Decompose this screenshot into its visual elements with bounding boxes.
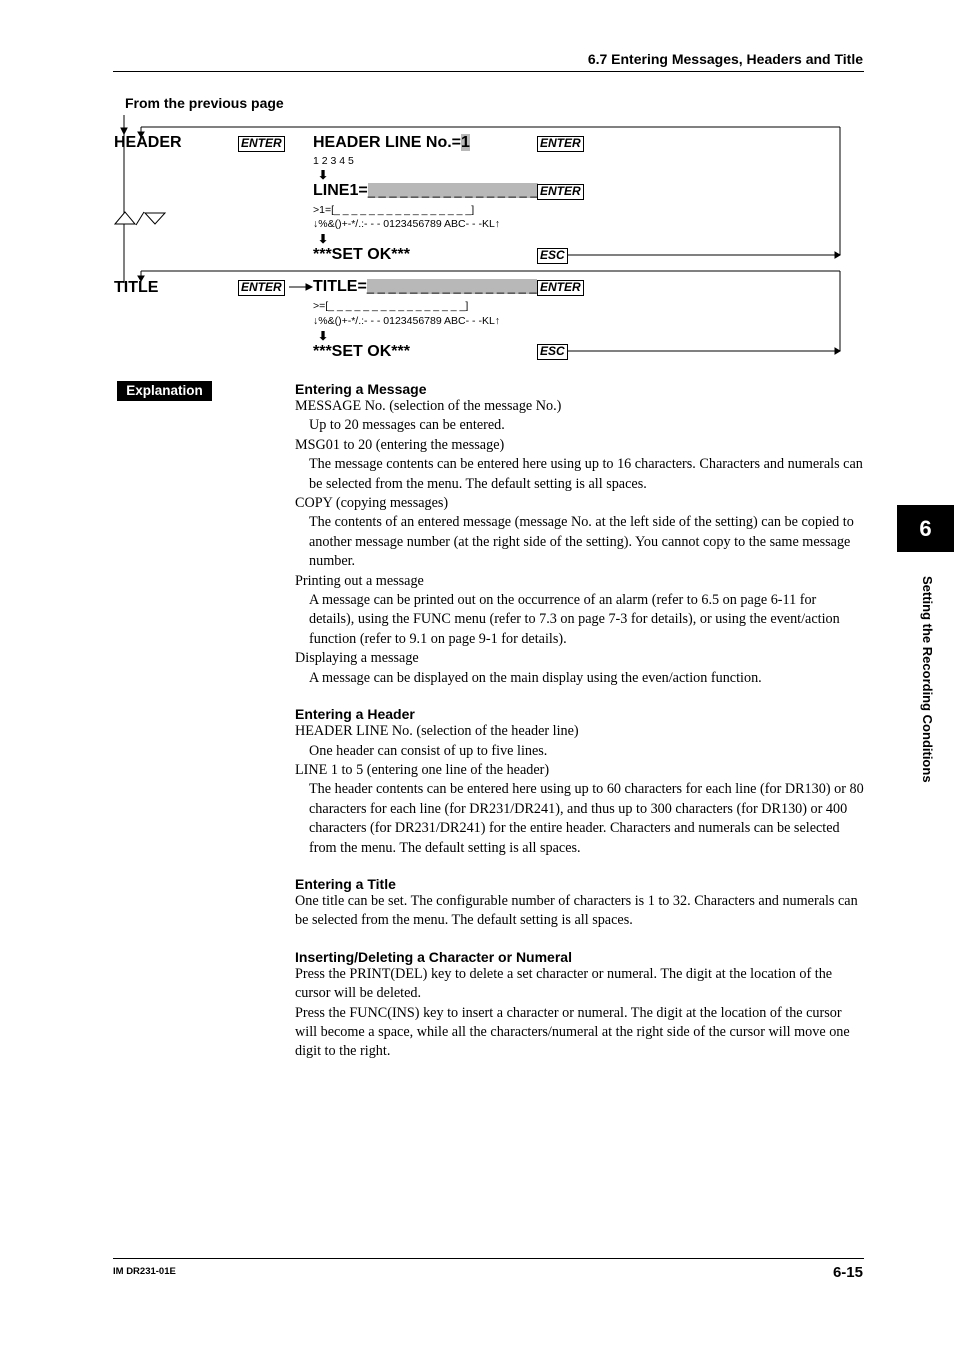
down-arrow-icon: ⬇ (318, 329, 329, 343)
header-line-options: 1 2 3 4 5 (313, 155, 354, 167)
line1-label: LINE1= (313, 182, 368, 199)
description: The header contents can be entered here using up to 60 characters for each line (for DR130) or 80 characters for each line (for DR231/DR241), and thus up to 300 characters (for DR130) or 400 characters (for DR231/DR241) for the entire header. Characters and numerals can be selected from the menu. The default setting is all spaces. (309, 781, 864, 856)
heading-header: Entering a Header (295, 706, 415, 723)
document-id: IM DR231-01E (113, 1266, 176, 1277)
enter-key-title-line: ENTER (537, 280, 584, 296)
heading-insert-delete: Inserting/Deleting a Character or Numeral (295, 948, 572, 965)
chapter-title-vertical: Setting the Recording Conditions (920, 576, 935, 783)
line1-cursor-display: >1=[_ _ _ _ _ _ _ _ _ _ _ _ _ _ _ _] (313, 204, 475, 216)
description: A message can be displayed on the main display using the even/action function. (309, 669, 762, 686)
title-value: _ _ _ _ _ _ _ _ _ _ _ _ _ _ _ _ (366, 279, 537, 294)
title-display (313, 278, 537, 296)
char-set-header: ↓%&()+-*/.:- - - 0123456789 ABC- - -KL↑ (313, 218, 501, 230)
title-cursor-display: >=[_ _ _ _ _ _ _ _ _ _ _ _ _ _ _ _] (313, 300, 469, 312)
down-arrow-icon: ⬇ (318, 168, 329, 182)
char-set-title: ↓%&()+-*/.:- - - 0123456789 ABC- - -KL↑ (313, 315, 501, 327)
term: MSG01 to 20 (entering the message) (295, 436, 505, 453)
description: One header can consist of up to five lines. (309, 742, 548, 759)
description: The message contents can be entered here using up to 16 characters. Characters and numerals can be selected from the menu. The default setting is all spaces. (309, 456, 863, 492)
esc-key-header: ESC (537, 248, 568, 264)
enter-key-line1: ENTER (537, 184, 584, 200)
term: MESSAGE No. (selection of the message No.) (295, 398, 562, 414)
heading-message: Entering a Message (295, 381, 427, 397)
heading-title: Entering a Title (295, 875, 396, 892)
down-arrow-icon: ⬇ (318, 232, 329, 246)
line1-display (313, 182, 538, 200)
title-label: TITLE= (313, 278, 367, 295)
section-title: 6.7 Entering Messages, Headers and Title (587, 51, 863, 67)
explanation-body (295, 381, 865, 1062)
page-number: 6-15 (832, 1264, 863, 1281)
insert-paragraph: Press the FUNC(INS) key to insert a character or numeral. The digit at the location of the cursor will become a space, while all the characters/numeral at the right side of the cursor will move one digit to the right. (295, 1004, 850, 1060)
up-down-key-icon (115, 212, 165, 225)
header-line-value: 1 (461, 134, 470, 151)
enter-key-header-line: ENTER (537, 136, 584, 152)
footer-rule (113, 1258, 864, 1259)
title-menu-item: TITLE (114, 279, 159, 296)
description: A message can be printed out on the occurrence of an alarm (refer to 6.5 on page 6-11 for details), using the FUNC menu (refer to 7.3 on page 7-3 for details), or using the event/action function (refer to 9.1 on page 9-1 for details). (309, 592, 840, 647)
header-line-label: HEADER LINE No.= (313, 134, 462, 151)
title-paragraph: One title can be set. The configurable number of characters is 1 to 32. Characters and numerals can be selected from the menu. The default setting is all spaces. (295, 892, 858, 929)
enter-key-title: ENTER (238, 280, 285, 296)
set-ok-title: ***SET OK*** (313, 343, 410, 360)
line1-value: _ _ _ _ _ _ _ _ _ _ _ _ _ _ _ _ (367, 183, 538, 198)
explanation-badge: Explanation (117, 381, 212, 401)
set-ok-header: ***SET OK*** (313, 246, 410, 263)
description: Up to 20 messages can be entered. (309, 417, 505, 434)
from-previous-label: From the previous page (125, 95, 284, 111)
esc-key-title: ESC (537, 344, 568, 360)
enter-key-header: ENTER (238, 136, 285, 152)
term: COPY (copying messages) (295, 495, 449, 512)
term: Displaying a message (295, 650, 419, 667)
delete-paragraph: Press the PRINT(DEL) key to delete a set character or numeral. The digit at the location of the cursor will be deleted. (295, 965, 833, 1002)
term: LINE 1 to 5 (entering one line of the header) (295, 761, 550, 778)
description: The contents of an entered message (message No. at the left side of the setting) can be copied to another message number (at the right side of the setting). You cannot copy to the same message number. (309, 514, 854, 570)
header-line-display (313, 134, 470, 152)
chapter-tab: 6 (897, 505, 954, 552)
term: Printing out a message (295, 572, 424, 589)
header-menu-item: HEADER (114, 134, 182, 151)
term: HEADER LINE No. (selection of the header line) (295, 723, 579, 740)
